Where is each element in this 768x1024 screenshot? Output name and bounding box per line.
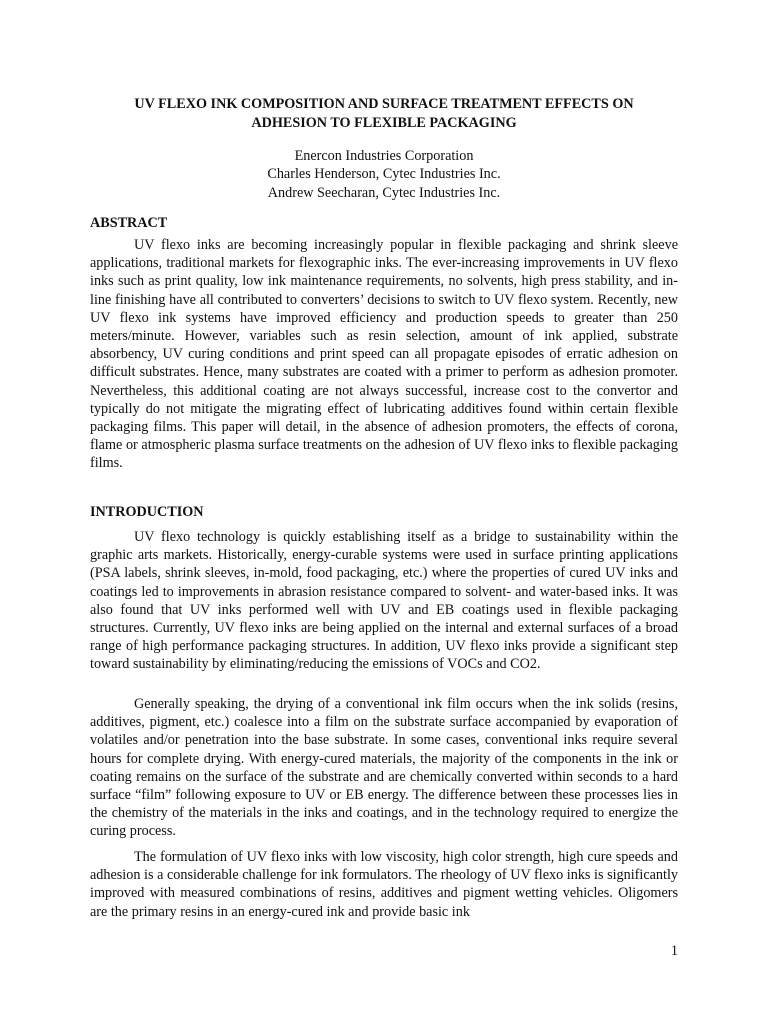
abstract-heading: ABSTRACT	[90, 215, 168, 231]
author-line: Andrew Seecharan, Cytec Industries Inc.	[267, 184, 501, 201]
author-block	[90, 147, 678, 202]
paper-title	[90, 95, 678, 132]
body-paragraph: UV flexo technology is quickly establishing itself as a bridge to sustainability within the graphic arts markets. Historically, energy-curable systems were used in surface printing applications (PSA labels, shrink sleeves, in-mold, food packaging, etc.) where the properties of cured UV inks and coatings led to improvements in abrasion resistance compared to solvent- and water-based inks. It was also found that UV inks performed well with UV and EB coatings used in flexible packaging structures. Currently, UV flexo inks are being applied on the internal and external surfaces of a broad range of high performance packaging structures. In addition, UV flexo inks provide a significant step toward sustainability by eliminating/reducing the emissions of VOCs and CO2.	[90, 529, 678, 673]
body-paragraph: The formulation of UV flexo inks with low viscosity, high color strength, high cure speeds and adhesion is a considerable challenge for ink formulators. The rheology of UV flexo inks is significantly improved with measured combinations of resins, additives and pigment wetting vehicles. Oligomers are the primary resins in an energy-cured ink and provide basic ink	[90, 849, 678, 920]
introduction-heading: INTRODUCTION	[90, 504, 204, 520]
author-line: Charles Henderson, Cytec Industries Inc.	[267, 166, 501, 183]
body-paragraph: Generally speaking, the drying of a conventional ink film occurs when the ink solids (resins, additives, pigment, etc.) coalesce into a film on the substrate surface accompanied by evaporation of volatiles and/or penetration into the base substrate. In some cases, conventional inks require several hours for complete drying. With energy-cured materials, the majority of the components in the ink or coating remains on the surface of the substrate and are chemically converted within seconds to a hard surface “film” following exposure to UV or EB energy. The difference between these processes lies in the chemistry of the materials in the inks and coatings, and in the technology required to energize the curing process.	[90, 696, 678, 840]
title-line-1: UV FLEXO INK COMPOSITION AND SURFACE TREATMENT EFFECTS ON	[134, 96, 634, 112]
title-line-2: ADHESION TO FLEXIBLE PACKAGING	[251, 114, 517, 131]
author-affiliation: Enercon Industries Corporation	[294, 148, 474, 164]
abstract-paragraph: UV flexo inks are becoming increasingly popular in flexible packaging and shrink sleeve applications, traditional markets for flexographic inks. The ever-increasing improvements in UV flexo inks such as print quality, low ink maintenance requirements, no solvents, high press stability, and in-line finishing have all contributed to converters’ decisions to switch to UV flexo system. Recently, new UV flexo ink systems have improved efficiency and production speeds to greater than 250 meters/minute. However, variables such as resin selection, amount of ink applied, substrate absorbency, UV curing conditions and print speed can all propagate episodes of erratic adhesion on difficult substrates. Hence, many substrates are coated with a primer to perform as adhesion promoter. Nevertheless, this additional coating are not always successful, increase cost to the convertor and typically do not mitigate the migrating effect of lubricating additives found within certain flexible packaging films. This paper will detail, in the absence of adhesion promoters, the effects of corona, flame or atmospheric plasma surface treatments on the adhesion of UV flexo inks to flexible packaging films.	[90, 237, 678, 472]
page-number: 1	[670, 943, 678, 959]
